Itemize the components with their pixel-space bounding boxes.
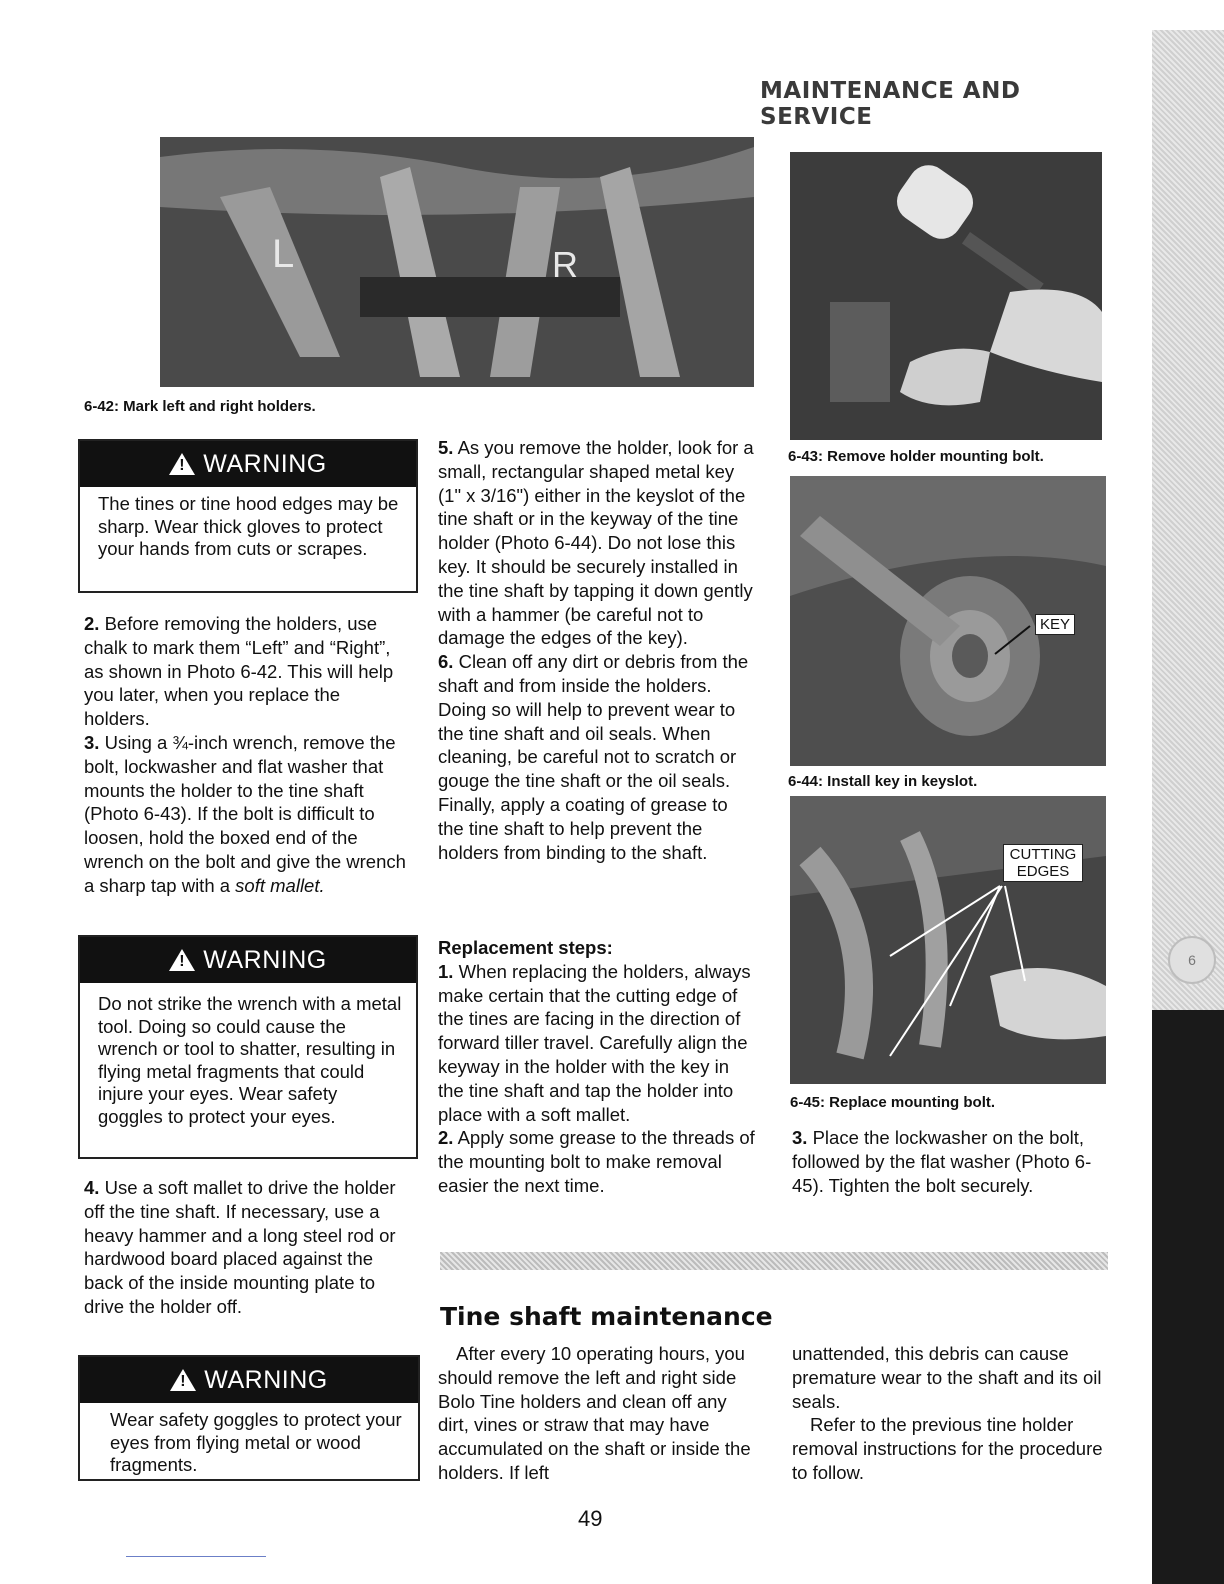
replacement-step-2-number: 2. <box>438 1127 454 1149</box>
footer-rule <box>126 1556 266 1557</box>
photo-6-43 <box>790 152 1102 440</box>
tiller-tines-illustration <box>160 137 754 387</box>
chalk-mark-left: L <box>272 232 295 276</box>
caption-6-43: 6-43: Remove holder mounting bolt. <box>788 448 1044 465</box>
replacement-step-1-number: 1. <box>438 960 454 982</box>
warning-triangle-icon: ! <box>169 949 195 971</box>
chapter-side-tab-dark <box>1152 1010 1224 1584</box>
caption-6-45: 6-45: Replace mounting bolt. <box>790 1094 996 1111</box>
step-6 <box>438 650 758 864</box>
step-3 <box>84 731 406 898</box>
caption-6-44: 6-44: Install key in keyslot. <box>788 773 978 790</box>
page-header-title: MAINTENANCE AND SERVICE <box>760 78 1021 130</box>
section-divider <box>440 1252 1108 1270</box>
replace-bolt-illustration <box>790 796 1106 1084</box>
tine-shaft-text-3: Refer to the previous tine holder removal instructions for the procedure to follow. <box>792 1414 1103 1483</box>
warning-box-wrench <box>78 935 418 1159</box>
step-4 <box>84 1176 400 1319</box>
callout-cutting-edges-line1: CUTTING <box>1009 846 1077 863</box>
warning-heading: WARNING <box>204 1365 328 1394</box>
section-title-tine-shaft: Tine shaft maintenance <box>440 1302 773 1331</box>
photo-6-45 <box>790 796 1106 1084</box>
tine-shaft-text-1: After every 10 operating hours, you should remove the left and right side Bolo Tine holders and clean off any dirt, vines or straw that may have accumulated on the shaft or inside the holders. If left <box>438 1343 751 1483</box>
chalk-mark-right: R <box>552 244 578 285</box>
warning-heading: WARNING <box>203 945 327 974</box>
replacement-step-3-text: Place the lockwasher on the bolt, followed by the flat washer (Photo 6-45). Tighten the bolt securely. <box>792 1127 1092 1196</box>
warning-triangle-icon: ! <box>170 1369 196 1391</box>
tine-shaft-text-2: unattended, this debris can cause premature wear to the shaft and its oil seals. <box>792 1343 1102 1412</box>
step-5-text: As you remove the holder, look for a small, rectangular shaped metal key (1" x 3/16") either in the keyslot of the tine shaft or in the keyway of the tine holder (Photo 6-44). Do not lose this key. It should be securely installed in the tine shaft by tapping it down gently with a hammer (be careful not to damage the edges of the key). <box>438 437 754 649</box>
column-1-step-4 <box>84 1176 400 1319</box>
warning-box-goggles <box>78 1355 420 1481</box>
step-2-number: 2. <box>84 613 100 634</box>
replacement-step-1 <box>438 960 758 1127</box>
replacement-step-3 <box>792 1126 1108 1197</box>
step-4-text: Use a soft mallet to drive the holder off the tine shaft. If necessary, use a heavy hammer and a long steel rod or hardwood board placed against the back of the inside mounting plate to drive the holder off. <box>84 1177 396 1317</box>
chapter-number-badge <box>1168 936 1216 984</box>
column-1-steps <box>84 612 406 898</box>
replacement-step-3-number: 3. <box>792 1127 808 1148</box>
mallet-and-wrench-illustration <box>790 152 1102 440</box>
step-5 <box>438 436 758 650</box>
step-3-emphasis: soft mallet. <box>235 874 325 896</box>
replacement-heading: Replacement steps: <box>438 937 613 958</box>
callout-cutting-edges-line2: EDGES <box>1016 863 1070 880</box>
warning-box-sharp-tines <box>78 439 418 593</box>
step-3-text: Using a ¾-inch wrench, remove the bolt, lockwasher and flat washer that mounts the holder to the tine shaft (Photo 6-43). If the bolt is difficult to loosen, hold the boxed end of the wrench on the bolt and give the wrench a sharp tap with a <box>84 731 406 896</box>
step-2-text: Before removing the holders, use chalk to mark them “Left” and “Right”, as shown in Photo 6-42. This will help you later, when you replace the holders. <box>84 613 394 730</box>
caption-6-42: 6-42: Mark left and right holders. <box>84 398 316 415</box>
step-5-number: 5. <box>438 437 454 458</box>
step-6-text: Clean off any dirt or debris from the shaft and from inside the holders. Doing so will help to prevent wear to the tine shaft and oil seals. When cleaning, be careful not to scratch or gouge the tine shaft or the oil seals. Finally, apply a coating of grease to the tine shaft to help prevent the holders from binding to the shaft. <box>438 651 749 863</box>
step-6-number: 6. <box>438 651 454 673</box>
callout-key: KEY <box>1035 614 1075 635</box>
warning-text: Do not strike the wrench with a metal tool. Doing so could cause the wrench or tool to shatter, resulting in flying metal fragments that could injure your eyes. Wear safety goggles to protect your eyes. <box>98 993 402 1127</box>
replacement-step-1-text: When replacing the holders, always make certain that the cutting edge of the tines are facing in the direction of forward tiller travel. Carefully align the keyway in the holder with the key in the tine shaft and tap the holder into place with a soft mallet. <box>438 960 751 1125</box>
column-2-replacement <box>438 936 758 1198</box>
replacement-step-2-text: Apply some grease to the threads of the mounting bolt to make removal easier the next time. <box>438 1127 755 1196</box>
warning-heading: WARNING <box>203 449 327 478</box>
tine-shaft-para-2 <box>792 1342 1110 1485</box>
column-2-steps <box>438 436 758 864</box>
replacement-step-2 <box>438 1126 758 1197</box>
tine-shaft-para-1 <box>438 1342 756 1485</box>
step-4-number: 4. <box>84 1177 100 1198</box>
warning-text: The tines or tine hood edges may be sharp. Wear thick gloves to protect your hands from cuts or scrapes. <box>98 493 399 559</box>
chapter-number: 6 <box>1188 952 1196 968</box>
step-2 <box>84 612 406 731</box>
warning-triangle-icon: ! <box>169 453 195 475</box>
page-number: 49 <box>578 1506 603 1531</box>
step-3-number: 3. <box>84 731 100 753</box>
warning-header <box>80 441 416 487</box>
warning-text: Wear safety goggles to protect your eyes from flying metal or wood fragments. <box>110 1409 402 1475</box>
callout-cutting-edges <box>1003 844 1083 882</box>
photo-6-42 <box>160 137 754 387</box>
column-3-step-3 <box>792 1126 1108 1197</box>
warning-header <box>80 1357 418 1403</box>
warning-header <box>80 937 416 983</box>
